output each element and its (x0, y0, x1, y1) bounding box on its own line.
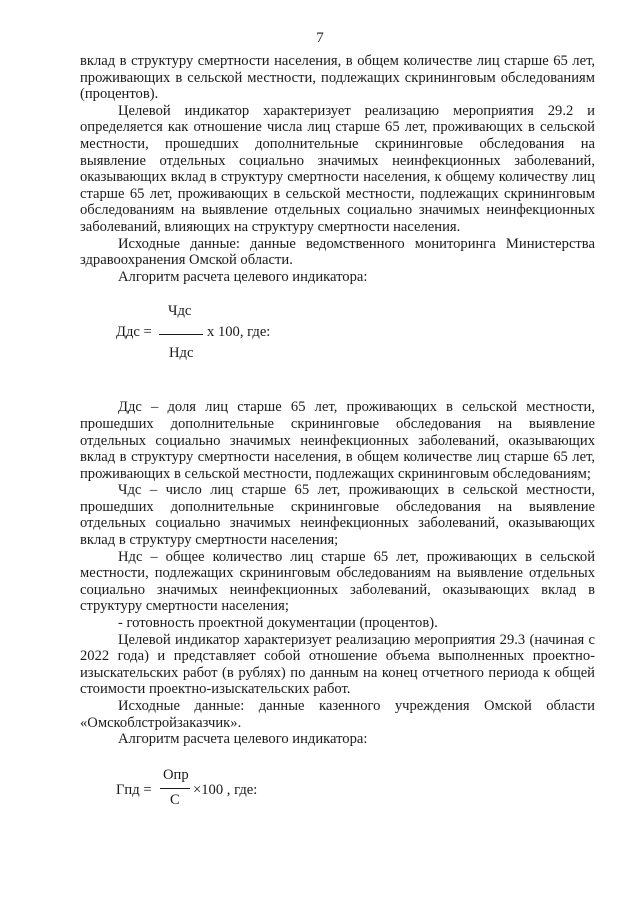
paragraph-indicator-29-3: Целевой индикатор характеризует реализацию мероприятия 29.3 (начиная с 2022 года) и представляет собой отношение объема выполненных проектно-изыскательских работ (в рублях) по данным на конец отчетного периода к общей стоимости проектно-изыскательских работ. (80, 631, 595, 698)
formula-dds (80, 289, 595, 371)
formula-gpd-tail: ×100 , где: (193, 781, 258, 798)
formula-dds-tail: х 100, где: (207, 324, 271, 341)
paragraph-project-docs: - готовность проектной документации (процентов). (118, 615, 438, 632)
paragraph-source-data-2: Исходные данные: данные казенного учреждения Омской области «Омскоблстройзаказчик». (80, 698, 595, 731)
formula-dds-fraction-bar (159, 334, 203, 335)
formula-gpd-fraction-bar (160, 788, 190, 789)
document-body (80, 53, 595, 822)
formula-dds-denominator: Ндс (169, 345, 194, 362)
formula-dds-lhs: Ддс = (116, 324, 152, 341)
paragraph-algorithm-1: Алгоритм расчета целевого индикатора: (118, 268, 368, 285)
page-number: 7 (316, 30, 324, 46)
paragraph-continuation: вклад в структуру смертности населения, в общем количестве лиц старше 65 лет, проживающих в сельской местности, подлежащих скрининговым обследованиям (процентов). (80, 53, 595, 103)
paragraph-def-chds: Чдс – число лиц старше 65 лет, проживающих в сельской местности, прошедших дополнительные скрининговые обследования на выявление отдельных социально значимых неинфекционных заболеваний, оказывающих вклад в структуру смертности населения; (80, 482, 595, 549)
paragraph-def-nds: Ндс – общее количество лиц старше 65 лет, проживающих в сельской местности, подлежащих скрининговым обследованиям на выявление отдельных социально значимых неинфекционных заболеваний, оказывающих вклад в структуру смертности населения; (80, 548, 595, 615)
formula-dds-numerator: Чдс (168, 303, 192, 320)
formula-gpd-lhs: Гпд = (116, 781, 152, 798)
paragraph-source-data-1: Исходные данные: данные ведомственного мониторинга Министерства здравоохранения Омской области. (80, 235, 595, 269)
paragraph-algorithm-2: Алгоритм расчета целевого индикатора: (118, 731, 368, 748)
paragraph-indicator-29-2: Целевой индикатор характеризует реализацию мероприятия 29.2 и определяется как отношение числа лиц старше 65 лет, проживающих в сельской местности, прошедших дополнительные скрининговые обследования на выявление отдельных социально значимых неинфекционных заболеваний, оказывающих вклад в структуру смертности населения, к общему количеству лиц старше 65 лет, проживающих в сельской местности, подлежащих скрининговым обследованиям на выявление отдельных социально значимых неинфекционных заболеваний, влияющих на структуру смертности населения. (80, 102, 595, 235)
paragraph-def-dds: Ддс – доля лиц старше 65 лет, проживающих в сельской местности, прошедших дополнительные скрининговые обследования на выявление отдельных социально значимых неинфекционных заболеваний, оказывающих вклад в структуру смертности населения, в общем количестве лиц старше 65 лет, проживающих в сельской местности, подлежащих скрининговым обследованиям; (80, 399, 595, 482)
formula-gpd-numerator: Опр (163, 766, 189, 783)
formula-gpd-denominator: С (170, 791, 180, 808)
formula-gpd (80, 762, 595, 822)
